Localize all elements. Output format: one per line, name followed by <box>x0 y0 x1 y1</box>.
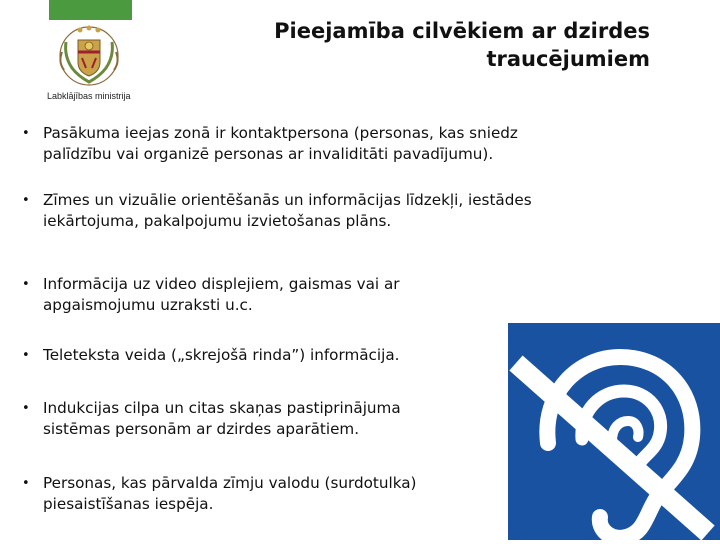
list-item-line: Pasākuma ieejas zonā ir kontaktpersona (personas, kas sniedz <box>43 124 518 142</box>
page-title <box>180 17 650 73</box>
hearing-assistance-symbol <box>508 323 720 540</box>
list-item-line: iekārtojuma, pakalpojumu izvietošanas plāns. <box>43 212 392 230</box>
list-item-line: sistēmas personām ar dzirdes aparātiem. <box>43 420 360 438</box>
list-item-line: Indukcijas cilpa un citas skaņas pastiprinājuma <box>43 399 401 417</box>
logo-bar <box>49 0 132 20</box>
list-item-line: Teleteksta veida („skrejošā rinda”) informācija. <box>43 346 400 364</box>
bullet-dot: • <box>22 348 30 363</box>
bullet-dot: • <box>22 401 30 416</box>
page-title-line: Pieejamība cilvēkiem ar dzirdes <box>274 19 650 43</box>
list-item <box>22 274 642 316</box>
bullet-dot: • <box>22 193 30 208</box>
hearing-assistance-icon <box>508 323 720 540</box>
bullet-dot: • <box>22 126 30 141</box>
ministry-caption: Labklājības ministrija <box>47 91 131 101</box>
bullet-dot: • <box>22 476 30 491</box>
coat-of-arms-icon <box>56 22 122 88</box>
list-item <box>22 190 642 232</box>
list-item-line: palīdzību vai organizē personas ar invaliditāti pavadījumu). <box>43 145 494 163</box>
list-item-line: apgaismojumu uzraksti u.c. <box>43 296 253 314</box>
bullet-dot: • <box>22 277 30 292</box>
list-item <box>22 123 642 165</box>
page-title-line: traucējumiem <box>486 47 650 71</box>
list-item-line: Personas, kas pārvalda zīmju valodu (surdotulka) <box>43 474 417 492</box>
list-item-line: Zīmes un vizuālie orientēšanās un informācijas līdzekļi, iestādes <box>43 191 532 209</box>
list-item-line: Informācija uz video displejiem, gaismas vai ar <box>43 275 400 293</box>
list-item-line: piesaistīšanas iespēja. <box>43 495 214 513</box>
